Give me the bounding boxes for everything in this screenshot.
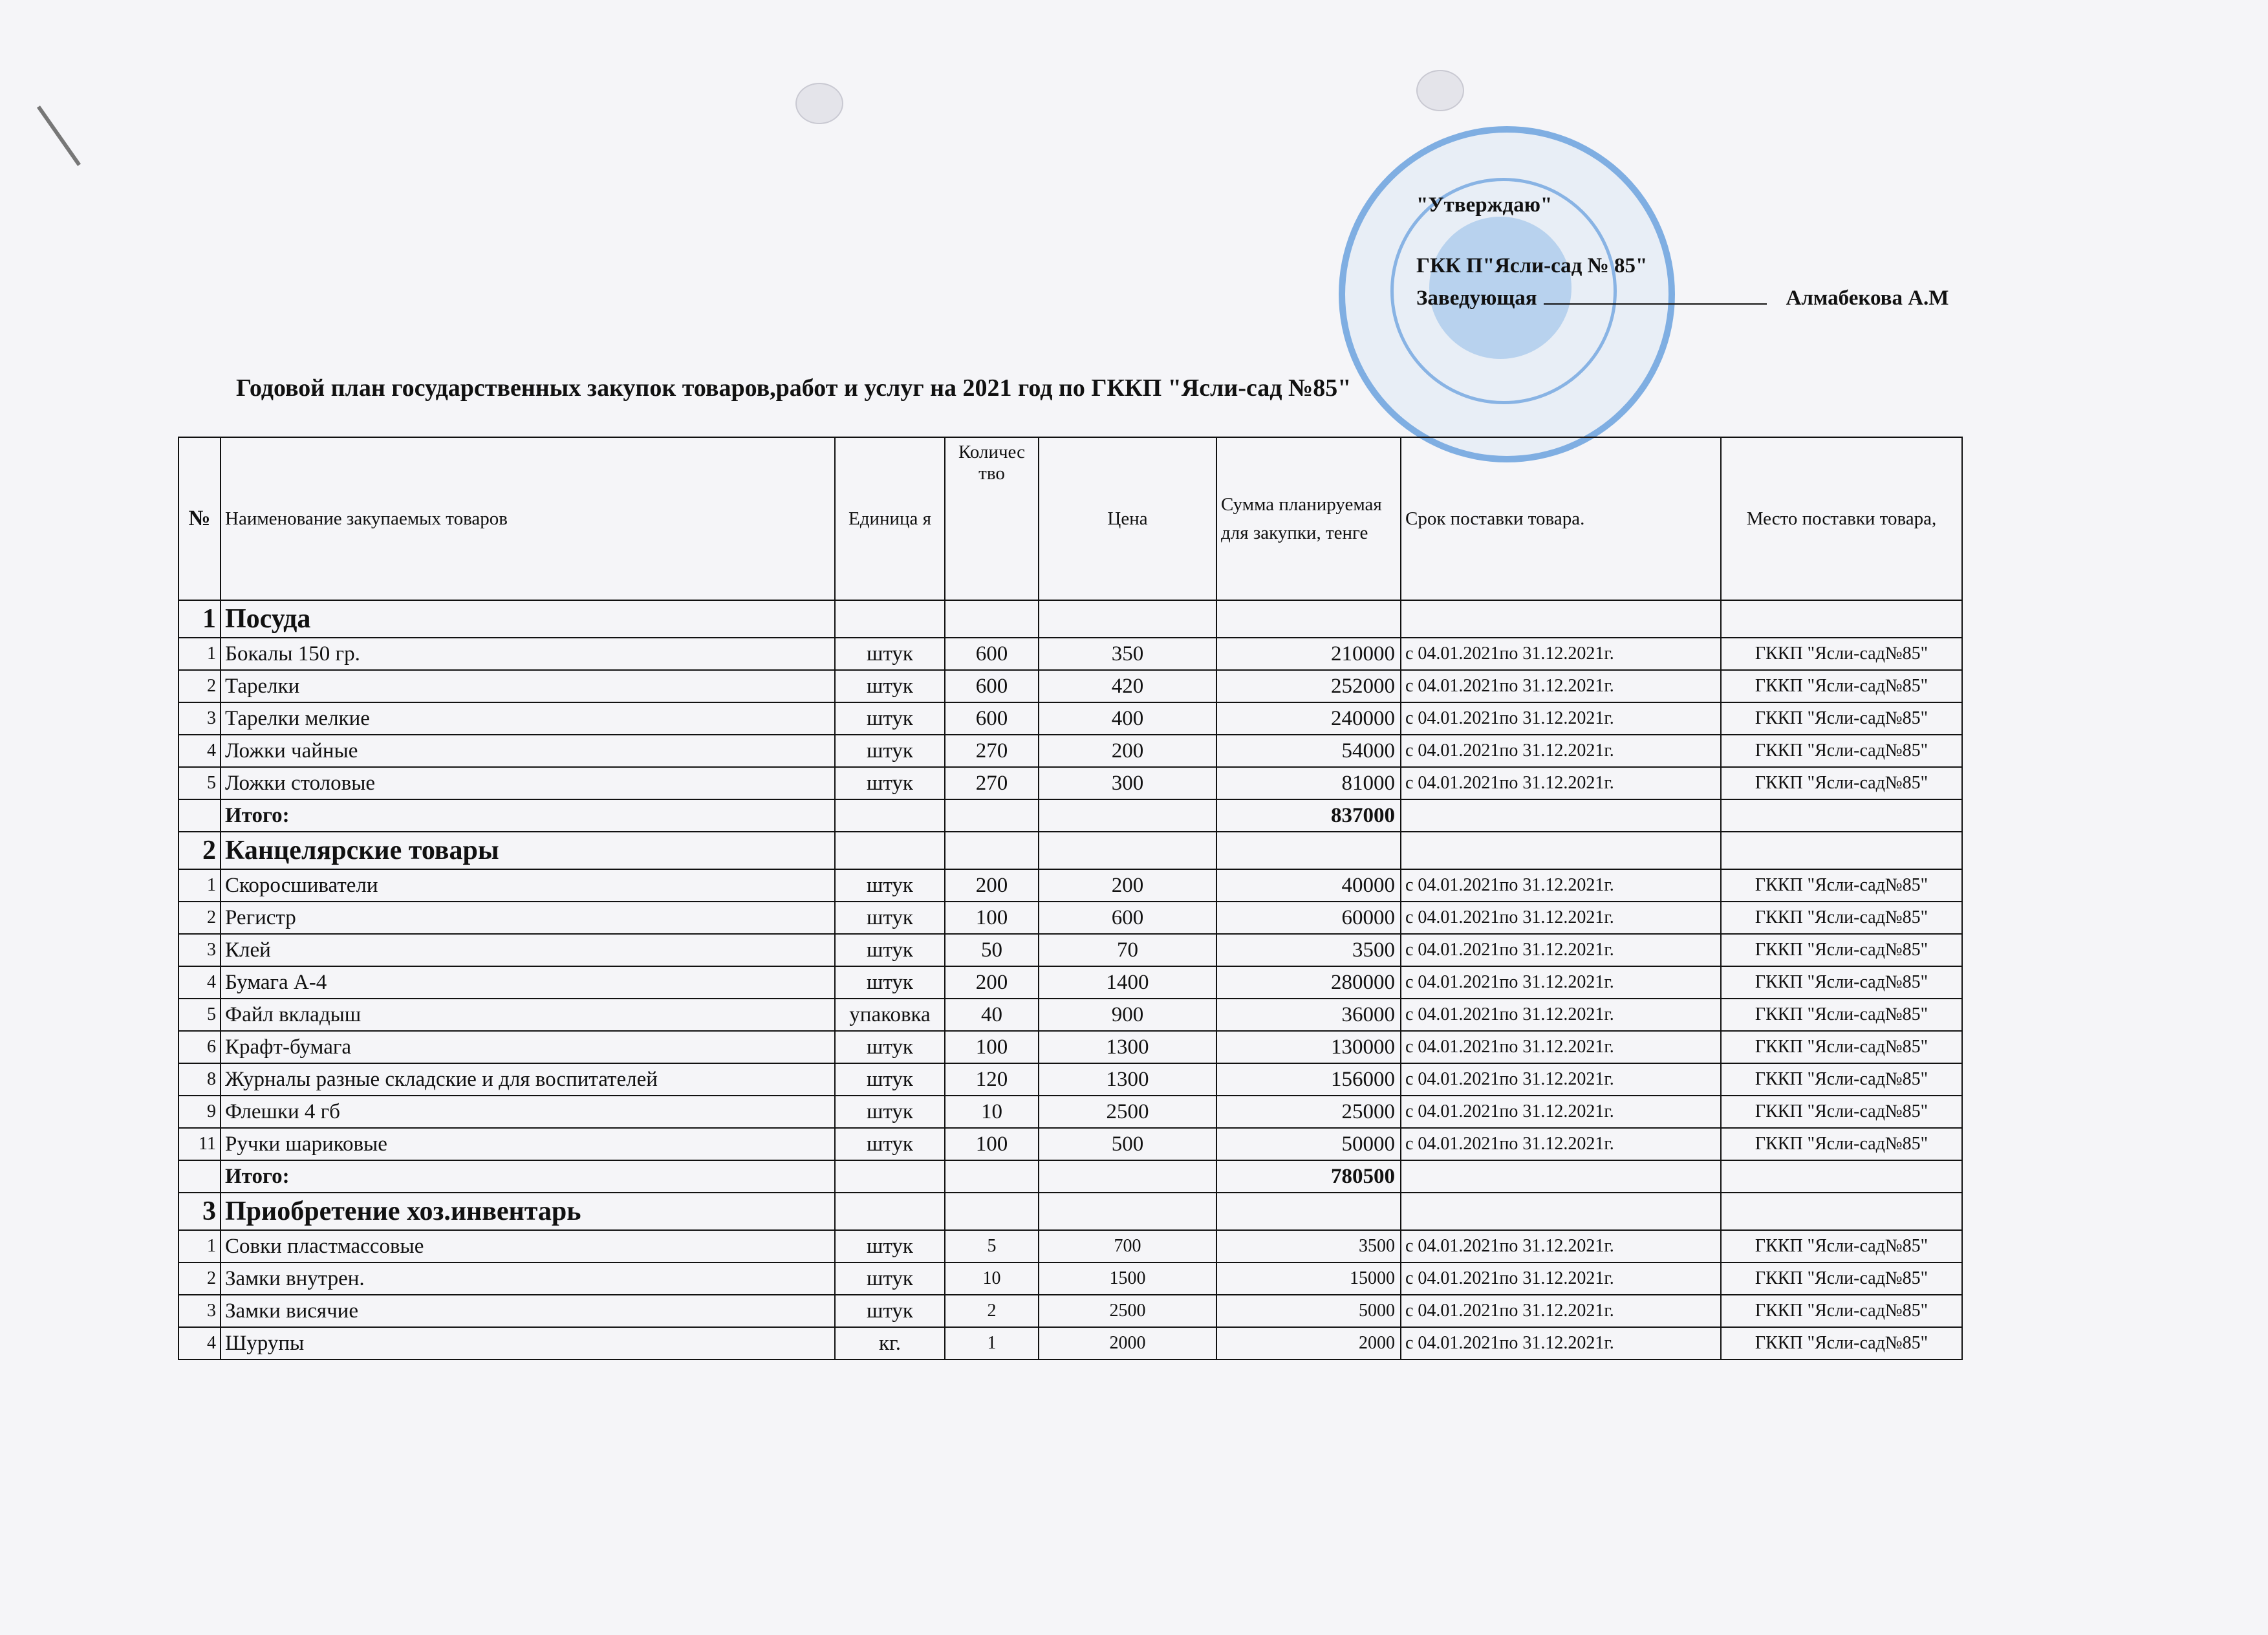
item-sum: 210000 bbox=[1216, 638, 1401, 670]
item-name: Тарелки мелкие bbox=[221, 702, 835, 735]
empty-cell bbox=[1721, 799, 1962, 832]
item-term: с 04.01.2021по 31.12.2021г. bbox=[1401, 1128, 1721, 1160]
item-term: с 04.01.2021по 31.12.2021г. bbox=[1401, 1295, 1721, 1327]
empty-cell bbox=[835, 832, 945, 869]
item-qty: 100 bbox=[945, 902, 1039, 934]
item-price: 1500 bbox=[1039, 1262, 1216, 1295]
item-place: ГККП "Ясли-сад№85" bbox=[1721, 767, 1962, 799]
empty-cell bbox=[1721, 1160, 1962, 1193]
item-term: с 04.01.2021по 31.12.2021г. bbox=[1401, 735, 1721, 767]
row-number: 4 bbox=[178, 1327, 221, 1359]
item-unit: штук bbox=[835, 702, 945, 735]
table-row bbox=[178, 1031, 1962, 1063]
empty-cell bbox=[1401, 1160, 1721, 1193]
signature bbox=[1544, 303, 1767, 305]
table-row bbox=[178, 869, 1962, 902]
section-title: Канцелярские товары bbox=[221, 832, 835, 869]
item-unit: штук bbox=[835, 1096, 945, 1128]
table-header-row bbox=[178, 437, 1962, 600]
table-row bbox=[178, 735, 1962, 767]
item-term: с 04.01.2021по 31.12.2021г. bbox=[1401, 1063, 1721, 1096]
item-name: Замки внутрен. bbox=[221, 1262, 835, 1295]
item-name: Ложки столовые bbox=[221, 767, 835, 799]
table-row bbox=[178, 934, 1962, 966]
item-term: с 04.01.2021по 31.12.2021г. bbox=[1401, 902, 1721, 934]
item-price: 2000 bbox=[1039, 1327, 1216, 1359]
section-number: 3 bbox=[178, 1193, 221, 1230]
item-sum: 130000 bbox=[1216, 1031, 1401, 1063]
item-term: с 04.01.2021по 31.12.2021г. bbox=[1401, 869, 1721, 902]
row-number: 6 bbox=[178, 1031, 221, 1063]
item-place: ГККП "Ясли-сад№85" bbox=[1721, 1063, 1962, 1096]
item-name: Регистр bbox=[221, 902, 835, 934]
item-term: с 04.01.2021по 31.12.2021г. bbox=[1401, 638, 1721, 670]
table-row bbox=[178, 1295, 1962, 1327]
item-place: ГККП "Ясли-сад№85" bbox=[1721, 966, 1962, 999]
empty-cell bbox=[835, 799, 945, 832]
item-qty: 270 bbox=[945, 735, 1039, 767]
empty-cell bbox=[1216, 832, 1401, 869]
item-term: с 04.01.2021по 31.12.2021г. bbox=[1401, 1031, 1721, 1063]
row-number: 2 bbox=[178, 670, 221, 702]
item-price: 1300 bbox=[1039, 1063, 1216, 1096]
item-price: 500 bbox=[1039, 1128, 1216, 1160]
table-row bbox=[178, 966, 1962, 999]
item-sum: 240000 bbox=[1216, 702, 1401, 735]
total-sum: 780500 bbox=[1216, 1160, 1401, 1193]
item-qty: 600 bbox=[945, 638, 1039, 670]
item-place: ГККП "Ясли-сад№85" bbox=[1721, 869, 1962, 902]
item-price: 300 bbox=[1039, 767, 1216, 799]
empty-cell bbox=[1039, 799, 1216, 832]
row-number: 2 bbox=[178, 902, 221, 934]
empty-cell bbox=[178, 799, 221, 832]
section-number: 1 bbox=[178, 600, 221, 638]
procurement-table bbox=[178, 437, 1963, 1360]
row-number: 1 bbox=[178, 869, 221, 902]
approval-position: Заведующая bbox=[1416, 287, 1537, 310]
item-term: с 04.01.2021по 31.12.2021г. bbox=[1401, 1262, 1721, 1295]
item-name: Шурупы bbox=[221, 1327, 835, 1359]
item-qty: 10 bbox=[945, 1262, 1039, 1295]
item-price: 1300 bbox=[1039, 1031, 1216, 1063]
item-term: с 04.01.2021по 31.12.2021г. bbox=[1401, 1096, 1721, 1128]
item-unit: кг. bbox=[835, 1327, 945, 1359]
header-name: Наименование закупаемых товаров bbox=[221, 437, 835, 600]
empty-cell bbox=[945, 1193, 1039, 1230]
pen-mark bbox=[37, 105, 81, 166]
approval-block bbox=[1416, 189, 1949, 314]
row-number: 1 bbox=[178, 638, 221, 670]
item-place: ГККП "Ясли-сад№85" bbox=[1721, 735, 1962, 767]
item-sum: 3500 bbox=[1216, 934, 1401, 966]
empty-cell bbox=[945, 799, 1039, 832]
item-unit: штук bbox=[835, 934, 945, 966]
item-term: с 04.01.2021по 31.12.2021г. bbox=[1401, 670, 1721, 702]
row-number: 5 bbox=[178, 767, 221, 799]
page-title: Годовой план государственных закупок товаров,работ и услуг на 2021 год по ГККП "Ясли-сад №85" bbox=[236, 374, 1352, 402]
total-row bbox=[178, 1160, 1962, 1193]
table-row bbox=[178, 702, 1962, 735]
item-name: Флешки 4 гб bbox=[221, 1096, 835, 1128]
row-number: 1 bbox=[178, 1230, 221, 1262]
item-price: 200 bbox=[1039, 869, 1216, 902]
row-number: 3 bbox=[178, 1295, 221, 1327]
empty-cell bbox=[1721, 1193, 1962, 1230]
table-row bbox=[178, 1262, 1962, 1295]
total-label: Итого: bbox=[221, 1160, 835, 1193]
row-number: 3 bbox=[178, 702, 221, 735]
table-row bbox=[178, 638, 1962, 670]
section-row bbox=[178, 832, 1962, 869]
item-name: Ложки чайные bbox=[221, 735, 835, 767]
empty-cell bbox=[1401, 1193, 1721, 1230]
item-sum: 2000 bbox=[1216, 1327, 1401, 1359]
empty-cell bbox=[1401, 799, 1721, 832]
empty-cell bbox=[178, 1160, 221, 1193]
table-row bbox=[178, 767, 1962, 799]
approval-signature-line bbox=[1416, 282, 1949, 314]
empty-cell bbox=[835, 1160, 945, 1193]
approval-name: Алмабекова А.М bbox=[1786, 287, 1949, 310]
item-qty: 1 bbox=[945, 1327, 1039, 1359]
item-qty: 5 bbox=[945, 1230, 1039, 1262]
item-unit: штук bbox=[835, 966, 945, 999]
item-price: 70 bbox=[1039, 934, 1216, 966]
header-price: Цена bbox=[1039, 437, 1216, 600]
item-place: ГККП "Ясли-сад№85" bbox=[1721, 1128, 1962, 1160]
empty-cell bbox=[1039, 1193, 1216, 1230]
item-place: ГККП "Ясли-сад№85" bbox=[1721, 1230, 1962, 1262]
item-qty: 40 bbox=[945, 999, 1039, 1031]
punch-hole bbox=[795, 83, 843, 124]
item-name: Бокалы 150 гр. bbox=[221, 638, 835, 670]
item-price: 700 bbox=[1039, 1230, 1216, 1262]
item-name: Журналы разные складские и для воспитателей bbox=[221, 1063, 835, 1096]
header-qty: Количес тво bbox=[945, 437, 1039, 600]
item-sum: 280000 bbox=[1216, 966, 1401, 999]
item-qty: 600 bbox=[945, 670, 1039, 702]
item-name: Клей bbox=[221, 934, 835, 966]
item-name: Файл вкладыш bbox=[221, 999, 835, 1031]
item-price: 900 bbox=[1039, 999, 1216, 1031]
item-qty: 200 bbox=[945, 869, 1039, 902]
item-name: Совки пластмассовые bbox=[221, 1230, 835, 1262]
item-unit: штук bbox=[835, 1031, 945, 1063]
item-qty: 120 bbox=[945, 1063, 1039, 1096]
item-price: 400 bbox=[1039, 702, 1216, 735]
item-sum: 252000 bbox=[1216, 670, 1401, 702]
item-term: с 04.01.2021по 31.12.2021г. bbox=[1401, 1327, 1721, 1359]
item-qty: 2 bbox=[945, 1295, 1039, 1327]
header-place: Место поставки товара, bbox=[1721, 437, 1962, 600]
section-row bbox=[178, 600, 1962, 638]
item-unit: штук bbox=[835, 1295, 945, 1327]
item-place: ГККП "Ясли-сад№85" bbox=[1721, 638, 1962, 670]
item-unit: упаковка bbox=[835, 999, 945, 1031]
row-number: 3 bbox=[178, 934, 221, 966]
empty-cell bbox=[835, 600, 945, 638]
item-sum: 36000 bbox=[1216, 999, 1401, 1031]
item-unit: штук bbox=[835, 1262, 945, 1295]
item-term: с 04.01.2021по 31.12.2021г. bbox=[1401, 1230, 1721, 1262]
row-number: 4 bbox=[178, 966, 221, 999]
header-sum: Сумма планируемая для закупки, тенге bbox=[1216, 437, 1401, 600]
item-sum: 40000 bbox=[1216, 869, 1401, 902]
item-place: ГККП "Ясли-сад№85" bbox=[1721, 1262, 1962, 1295]
item-place: ГККП "Ясли-сад№85" bbox=[1721, 1327, 1962, 1359]
header-no: № bbox=[178, 437, 221, 600]
item-place: ГККП "Ясли-сад№85" bbox=[1721, 1031, 1962, 1063]
item-name: Тарелки bbox=[221, 670, 835, 702]
table-row bbox=[178, 670, 1962, 702]
item-term: с 04.01.2021по 31.12.2021г. bbox=[1401, 767, 1721, 799]
item-qty: 100 bbox=[945, 1031, 1039, 1063]
empty-cell bbox=[1721, 600, 1962, 638]
item-place: ГККП "Ясли-сад№85" bbox=[1721, 902, 1962, 934]
item-term: с 04.01.2021по 31.12.2021г. bbox=[1401, 999, 1721, 1031]
item-sum: 25000 bbox=[1216, 1096, 1401, 1128]
section-title: Посуда bbox=[221, 600, 835, 638]
item-unit: штук bbox=[835, 735, 945, 767]
empty-cell bbox=[1401, 832, 1721, 869]
table-row bbox=[178, 902, 1962, 934]
item-qty: 10 bbox=[945, 1096, 1039, 1128]
item-place: ГККП "Ясли-сад№85" bbox=[1721, 934, 1962, 966]
item-sum: 156000 bbox=[1216, 1063, 1401, 1096]
item-sum: 3500 bbox=[1216, 1230, 1401, 1262]
item-qty: 100 bbox=[945, 1128, 1039, 1160]
item-sum: 50000 bbox=[1216, 1128, 1401, 1160]
header-unit: Единица я bbox=[835, 437, 945, 600]
row-number: 8 bbox=[178, 1063, 221, 1096]
item-unit: штук bbox=[835, 1230, 945, 1262]
section-row bbox=[178, 1193, 1962, 1230]
empty-cell bbox=[1039, 832, 1216, 869]
item-sum: 54000 bbox=[1216, 735, 1401, 767]
item-place: ГККП "Ясли-сад№85" bbox=[1721, 1096, 1962, 1128]
item-term: с 04.01.2021по 31.12.2021г. bbox=[1401, 934, 1721, 966]
total-label: Итого: bbox=[221, 799, 835, 832]
item-name: Бумага А-4 bbox=[221, 966, 835, 999]
row-number: 2 bbox=[178, 1262, 221, 1295]
empty-cell bbox=[1216, 600, 1401, 638]
item-price: 2500 bbox=[1039, 1295, 1216, 1327]
item-name: Замки висячие bbox=[221, 1295, 835, 1327]
item-price: 2500 bbox=[1039, 1096, 1216, 1128]
item-unit: штук bbox=[835, 638, 945, 670]
empty-cell bbox=[945, 600, 1039, 638]
item-name: Ручки шариковые bbox=[221, 1128, 835, 1160]
item-price: 200 bbox=[1039, 735, 1216, 767]
item-sum: 60000 bbox=[1216, 902, 1401, 934]
row-number: 11 bbox=[178, 1128, 221, 1160]
item-name: Скоросшиватели bbox=[221, 869, 835, 902]
table-row bbox=[178, 1230, 1962, 1262]
item-unit: штук bbox=[835, 1063, 945, 1096]
item-place: ГККП "Ясли-сад№85" bbox=[1721, 702, 1962, 735]
item-qty: 270 bbox=[945, 767, 1039, 799]
table-row bbox=[178, 1063, 1962, 1096]
total-row bbox=[178, 799, 1962, 832]
approval-org: ГКК П"Ясли-сад № 85" bbox=[1416, 254, 1648, 277]
table-row bbox=[178, 1096, 1962, 1128]
approve-label: "Утверждаю" bbox=[1416, 193, 1553, 217]
total-sum: 837000 bbox=[1216, 799, 1401, 832]
item-sum: 5000 bbox=[1216, 1295, 1401, 1327]
empty-cell bbox=[1216, 1193, 1401, 1230]
item-price: 420 bbox=[1039, 670, 1216, 702]
empty-cell bbox=[1721, 832, 1962, 869]
item-place: ГККП "Ясли-сад№85" bbox=[1721, 670, 1962, 702]
row-number: 5 bbox=[178, 999, 221, 1031]
item-name: Крафт-бумага bbox=[221, 1031, 835, 1063]
item-place: ГККП "Ясли-сад№85" bbox=[1721, 999, 1962, 1031]
item-price: 350 bbox=[1039, 638, 1216, 670]
table-row bbox=[178, 1327, 1962, 1359]
item-unit: штук bbox=[835, 902, 945, 934]
item-term: с 04.01.2021по 31.12.2021г. bbox=[1401, 966, 1721, 999]
punch-hole bbox=[1416, 70, 1464, 111]
item-sum: 81000 bbox=[1216, 767, 1401, 799]
table-row bbox=[178, 999, 1962, 1031]
section-title: Приобретение хоз.инвентарь bbox=[221, 1193, 835, 1230]
header-term: Срок поставки товара. bbox=[1401, 437, 1721, 600]
section-number: 2 bbox=[178, 832, 221, 869]
item-price: 1400 bbox=[1039, 966, 1216, 999]
empty-cell bbox=[1401, 600, 1721, 638]
item-unit: штук bbox=[835, 1128, 945, 1160]
row-number: 9 bbox=[178, 1096, 221, 1128]
item-price: 600 bbox=[1039, 902, 1216, 934]
empty-cell bbox=[1039, 600, 1216, 638]
item-unit: штук bbox=[835, 767, 945, 799]
empty-cell bbox=[945, 1160, 1039, 1193]
item-place: ГККП "Ясли-сад№85" bbox=[1721, 1295, 1962, 1327]
item-unit: штук bbox=[835, 869, 945, 902]
item-unit: штук bbox=[835, 670, 945, 702]
item-qty: 600 bbox=[945, 702, 1039, 735]
empty-cell bbox=[1039, 1160, 1216, 1193]
item-qty: 200 bbox=[945, 966, 1039, 999]
empty-cell bbox=[945, 832, 1039, 869]
empty-cell bbox=[835, 1193, 945, 1230]
item-qty: 50 bbox=[945, 934, 1039, 966]
table-row bbox=[178, 1128, 1962, 1160]
row-number: 4 bbox=[178, 735, 221, 767]
item-sum: 15000 bbox=[1216, 1262, 1401, 1295]
item-term: с 04.01.2021по 31.12.2021г. bbox=[1401, 702, 1721, 735]
